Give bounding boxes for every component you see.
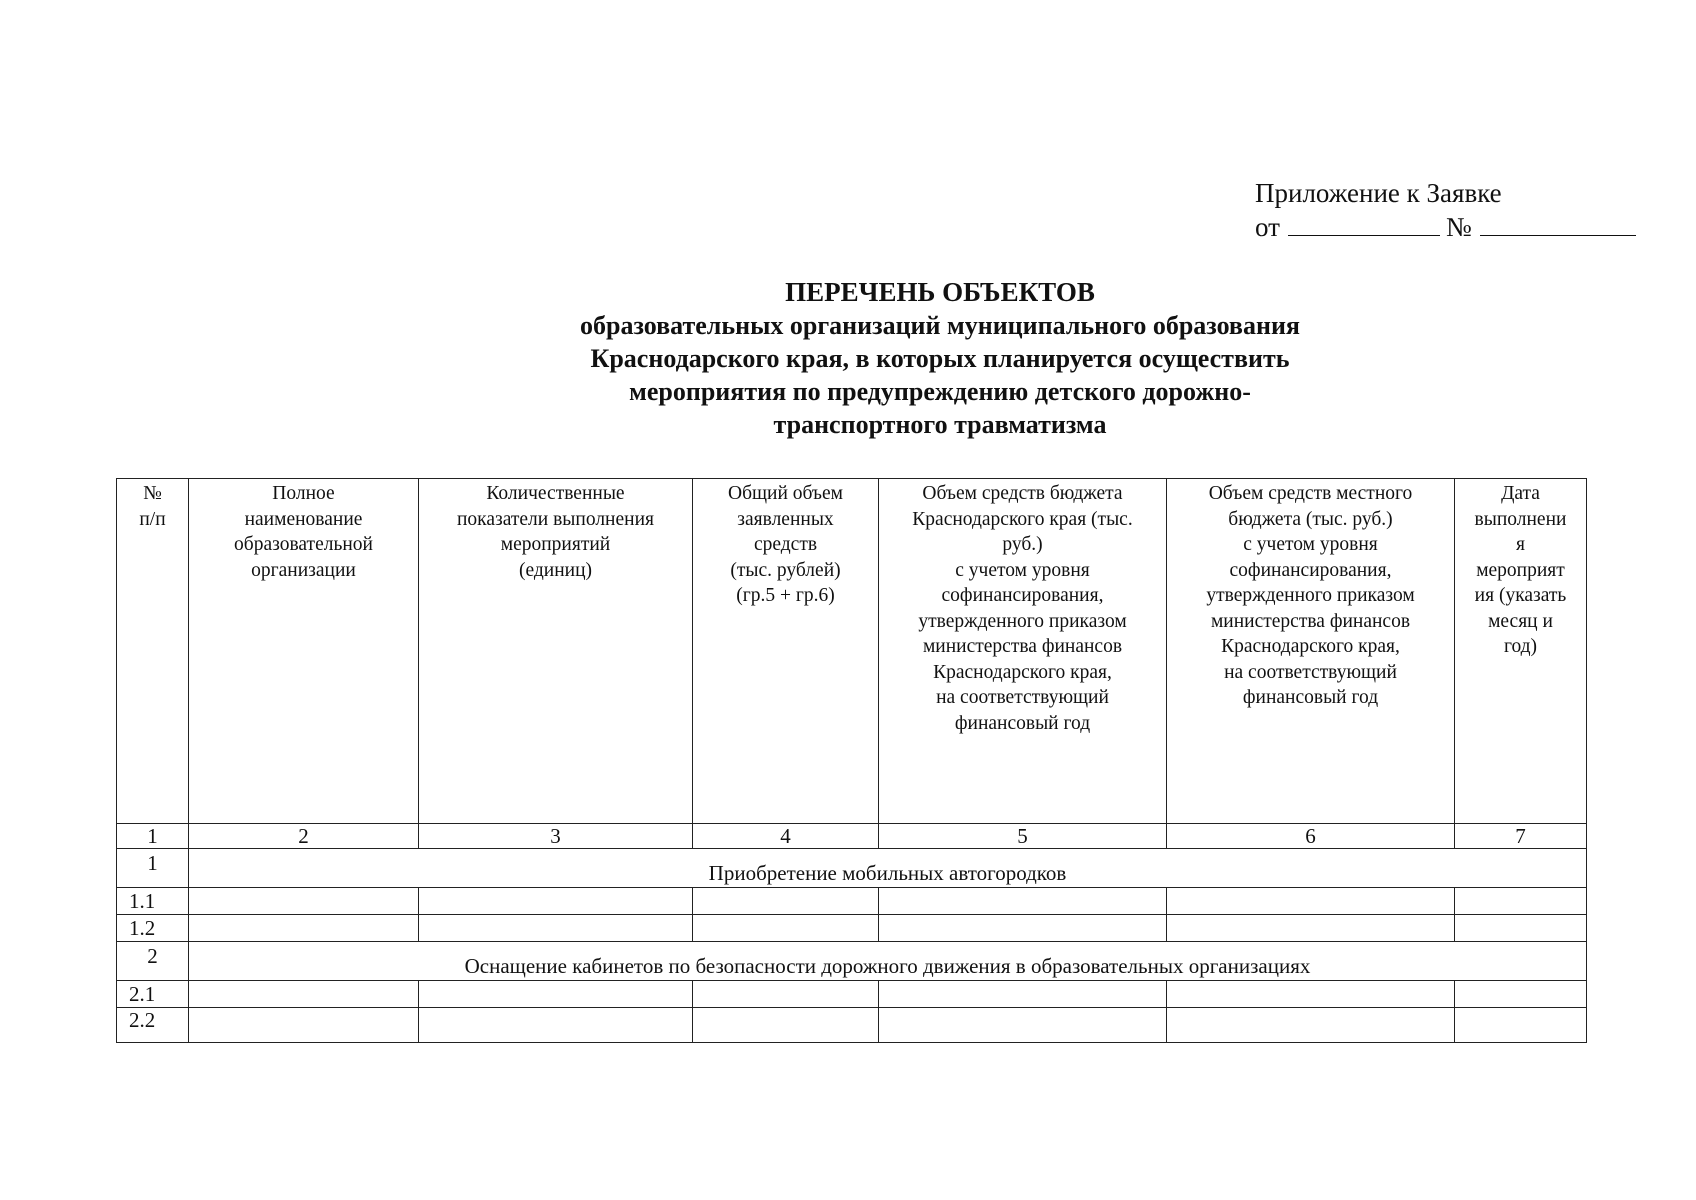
empty-cell[interactable] <box>1167 1008 1455 1043</box>
appendix-date-number-line <box>1255 210 1636 244</box>
section-row <box>117 942 1587 981</box>
title-line-3: Краснодарского края, в которых планируется осуществить <box>590 344 1290 373</box>
row-index: 2.2 <box>117 1008 189 1043</box>
section-title: Приобретение мобильных автогородков <box>189 849 1587 888</box>
empty-cell[interactable] <box>879 1008 1167 1043</box>
column-number: 1 <box>117 824 189 849</box>
empty-cell[interactable] <box>1167 981 1455 1008</box>
empty-cell[interactable] <box>1455 915 1587 942</box>
column-number: 6 <box>1167 824 1455 849</box>
empty-cell[interactable] <box>879 915 1167 942</box>
empty-cell[interactable] <box>693 981 879 1008</box>
table-row <box>117 1008 1587 1043</box>
objects-table <box>116 478 1587 1043</box>
date-blank-field[interactable] <box>1288 211 1440 236</box>
empty-cell[interactable] <box>879 888 1167 915</box>
empty-cell[interactable] <box>693 915 879 942</box>
row-index: 2.1 <box>117 981 189 1008</box>
header-total-funds: Общий объем заявленных средств (тыс. рублей) (гр.5 + гр.6) <box>693 479 879 824</box>
header-regional-budget: Объем средств бюджета Краснодарского края (тыс. руб.) с учетом уровня софинансирования, утвержденного приказом министерства финансов Краснодарского края, на соответствующий финансовый год <box>879 479 1167 824</box>
empty-cell[interactable] <box>189 981 419 1008</box>
column-numbers-row <box>117 824 1587 849</box>
column-number: 2 <box>189 824 419 849</box>
empty-cell[interactable] <box>189 915 419 942</box>
empty-cell[interactable] <box>419 981 693 1008</box>
section-number: 1 <box>117 849 189 888</box>
empty-cell[interactable] <box>189 888 419 915</box>
title-line-4: мероприятия по предупреждению детского дорожно- <box>629 377 1251 406</box>
table-row <box>117 915 1587 942</box>
header-row <box>117 479 1587 824</box>
number-blank-field[interactable] <box>1480 211 1636 236</box>
section-row <box>117 849 1587 888</box>
empty-cell[interactable] <box>1167 888 1455 915</box>
header-quantitative-indicators: Количественные показатели выполнения мероприятий (единиц) <box>419 479 693 824</box>
column-number: 3 <box>419 824 693 849</box>
empty-cell[interactable] <box>879 981 1167 1008</box>
appendix-block <box>1255 176 1636 244</box>
header-completion-date: Дата выполнени я мероприят ия (указать месяц и год) <box>1455 479 1587 824</box>
number-label: № <box>1445 212 1472 242</box>
empty-cell[interactable] <box>419 1008 693 1043</box>
empty-cell[interactable] <box>419 915 693 942</box>
empty-cell[interactable] <box>1455 981 1587 1008</box>
document-title <box>440 276 1440 441</box>
header-organization-name: Полное наименование образовательной организации <box>189 479 419 824</box>
header-number: № п/п <box>117 479 189 824</box>
row-index: 1.1 <box>117 888 189 915</box>
title-line-2: образовательных организаций муниципального образования <box>579 311 1300 340</box>
empty-cell[interactable] <box>1455 888 1587 915</box>
table-row <box>117 981 1587 1008</box>
column-number: 5 <box>879 824 1167 849</box>
table-row <box>117 888 1587 915</box>
from-label: от <box>1255 212 1280 242</box>
title-line-5: транспортного травматизма <box>773 410 1107 439</box>
empty-cell[interactable] <box>1455 1008 1587 1043</box>
appendix-title: Приложение к Заявке <box>1255 178 1502 208</box>
row-index: 1.2 <box>117 915 189 942</box>
empty-cell[interactable] <box>189 1008 419 1043</box>
title-main: ПЕРЕЧЕНЬ ОБЪЕКТОВ <box>785 277 1095 307</box>
header-local-budget: Объем средств местного бюджета (тыс. руб.) с учетом уровня софинансирования, утвержденного приказом министерства финансов Краснодарского края, на соответствующий финансовый год <box>1167 479 1455 824</box>
column-number: 4 <box>693 824 879 849</box>
empty-cell[interactable] <box>1167 915 1455 942</box>
section-title: Оснащение кабинетов по безопасности дорожного движения в образовательных организациях <box>189 942 1587 981</box>
empty-cell[interactable] <box>693 1008 879 1043</box>
empty-cell[interactable] <box>693 888 879 915</box>
column-number: 7 <box>1455 824 1587 849</box>
section-number: 2 <box>117 942 189 981</box>
empty-cell[interactable] <box>419 888 693 915</box>
